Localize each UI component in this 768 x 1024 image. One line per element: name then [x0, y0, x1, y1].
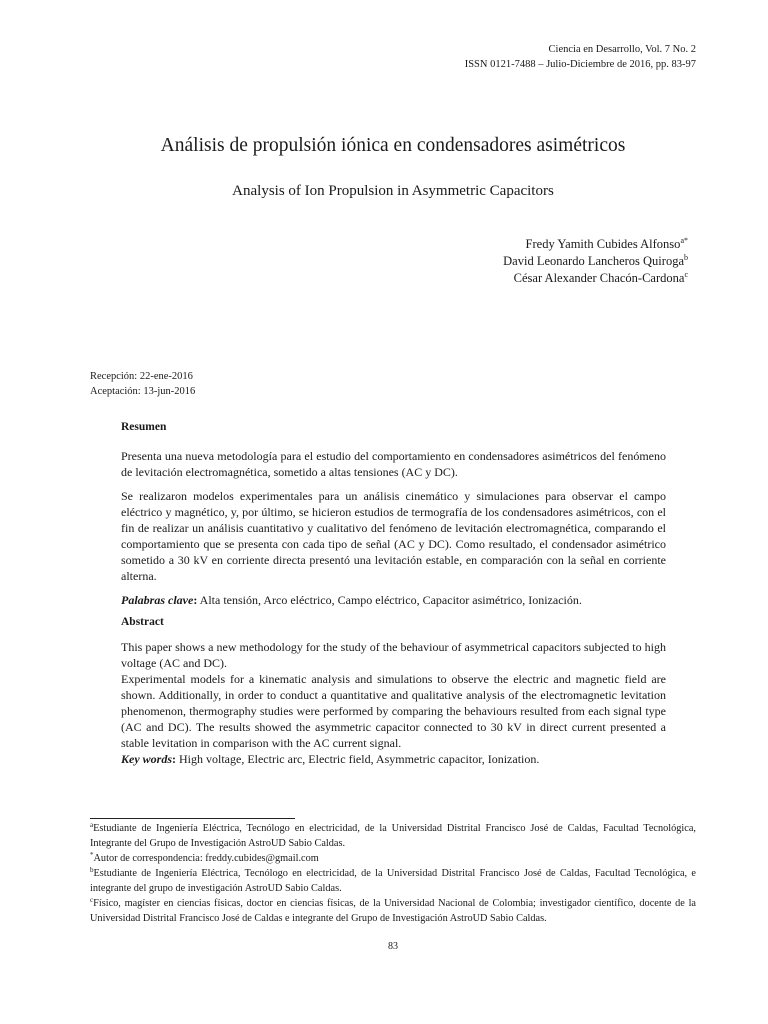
author-mark: c	[684, 270, 688, 279]
running-header	[465, 42, 696, 72]
resumen-section	[121, 419, 666, 616]
abstract-section	[121, 614, 666, 767]
resumen-paragraph: Se realizaron modelos experimentales para un análisis cinemático y simulaciones para observar el campo eléctrico y magnético, y, por último, se hicieron estudios de termografía de los condensadores asimétricos, con el fin de realizar un análisis cuantitativo y cualitativo del fenómeno de levitación electromagnética, comparando el comportamiento que se presenta con cada tipo de señal (AC y DC). Como resultado, el condensador asimétrico sometido a 30 kV en corriente directa presentó una levitación estable, en comparación con la señal en corriente alterna.	[121, 489, 666, 583]
paper-title: Análisis de propulsión iónica en condensadores asimétricos	[160, 135, 626, 156]
footnote: $^a$Estudiante de Ingeniería Eléctrica, Tecnólogo en electricidad, de la Universidad Distrital Francisco José de Caldas, Facultad Tecnológica, Integrante del Grupo de Investigación AstroUD Sabio Caldas.	[90, 821, 696, 849]
author: Fredy Yamith Cubides Alfonso$^{a*}$	[525, 236, 688, 251]
footnote: *Autor de correspondencia: freddy.cubides@gmail.com	[90, 851, 319, 864]
page-number: 83	[388, 941, 398, 952]
author-list	[503, 236, 688, 287]
abstract-paragraph: This paper shows a new methodology for the study of the behaviour of asymmetrical capacitors subjected to high voltage (AC and DC).	[121, 640, 666, 670]
accepted-date: Aceptación: 13-jun-2016	[90, 386, 196, 397]
abstract-heading: Abstract	[121, 616, 164, 628]
footnote-rule	[90, 818, 295, 819]
resumen-heading: Resumen	[121, 421, 167, 433]
author-mark: a*	[680, 236, 688, 245]
journal-line: Ciencia en Desarrollo, Vol. 7 No. 2	[548, 44, 696, 55]
author: César Alexander Chacón-Cardona$^c$	[513, 270, 688, 285]
abstract-paragraph: Experimental models for a kinematic analysis and simulations to observe the electric and magnetic field are shown. Additionally, in order to conduct a quantitative and qualitative analysis of the electromagnetic levitation phenomenon, thermography studies were performed by comparing the behaviours resulted from each signal type (AC and DC). The results showed the asymmetric capacitor connected to 30 kV in direct current presented a stable levitation in comparison with the AC current signal.	[121, 672, 666, 750]
author: David Leonardo Lancheros Quiroga$^b$	[503, 253, 688, 268]
footnote: $^c$Físico, magíster en ciencias físicas, doctor en ciencias físicas, de la Universidad Nacional de Colombia; investigador científico, docente de la Universidad Distrital Francisco José de Caldas e integrante del Grupo de Investigación AstroUD Sabio Caldas.	[90, 896, 696, 924]
resumen-paragraph: Presenta una nueva metodología para el estudio del comportamiento en condensadores asimétricos del fenómeno de levitación electromagnética, sometido a altas tensiones (AC y DC).	[121, 449, 666, 479]
resumen-keywords: Palabras clave: Alta tensión, Arco eléctrico, Campo eléctrico, Capacitor asimétrico, Ionización.	[121, 593, 582, 607]
footnotes	[90, 821, 696, 926]
submission-dates	[90, 369, 195, 399]
received-date: Recepción: 22-ene-2016	[90, 371, 193, 382]
footnote: $^b$Estudiante de Ingeniería Eléctrica, Tecnólogo en electricidad, de la Universidad Distrital Francisco José de Caldas, Facultad Tecnológica, e integrante del grupo de investigación AstroUD Sabio Caldas.	[90, 866, 696, 894]
abstract-keywords: Key words: High voltage, Electric arc, Electric field, Asymmetric capacitor, Ionization.	[121, 752, 540, 766]
author-mark: b	[684, 253, 688, 262]
issn-line: ISSN 0121-7488 – Julio-Diciembre de 2016, pp. 83-97	[464, 59, 696, 70]
paper-subtitle: Analysis of Ion Propulsion in Asymmetric Capacitors	[232, 183, 554, 199]
